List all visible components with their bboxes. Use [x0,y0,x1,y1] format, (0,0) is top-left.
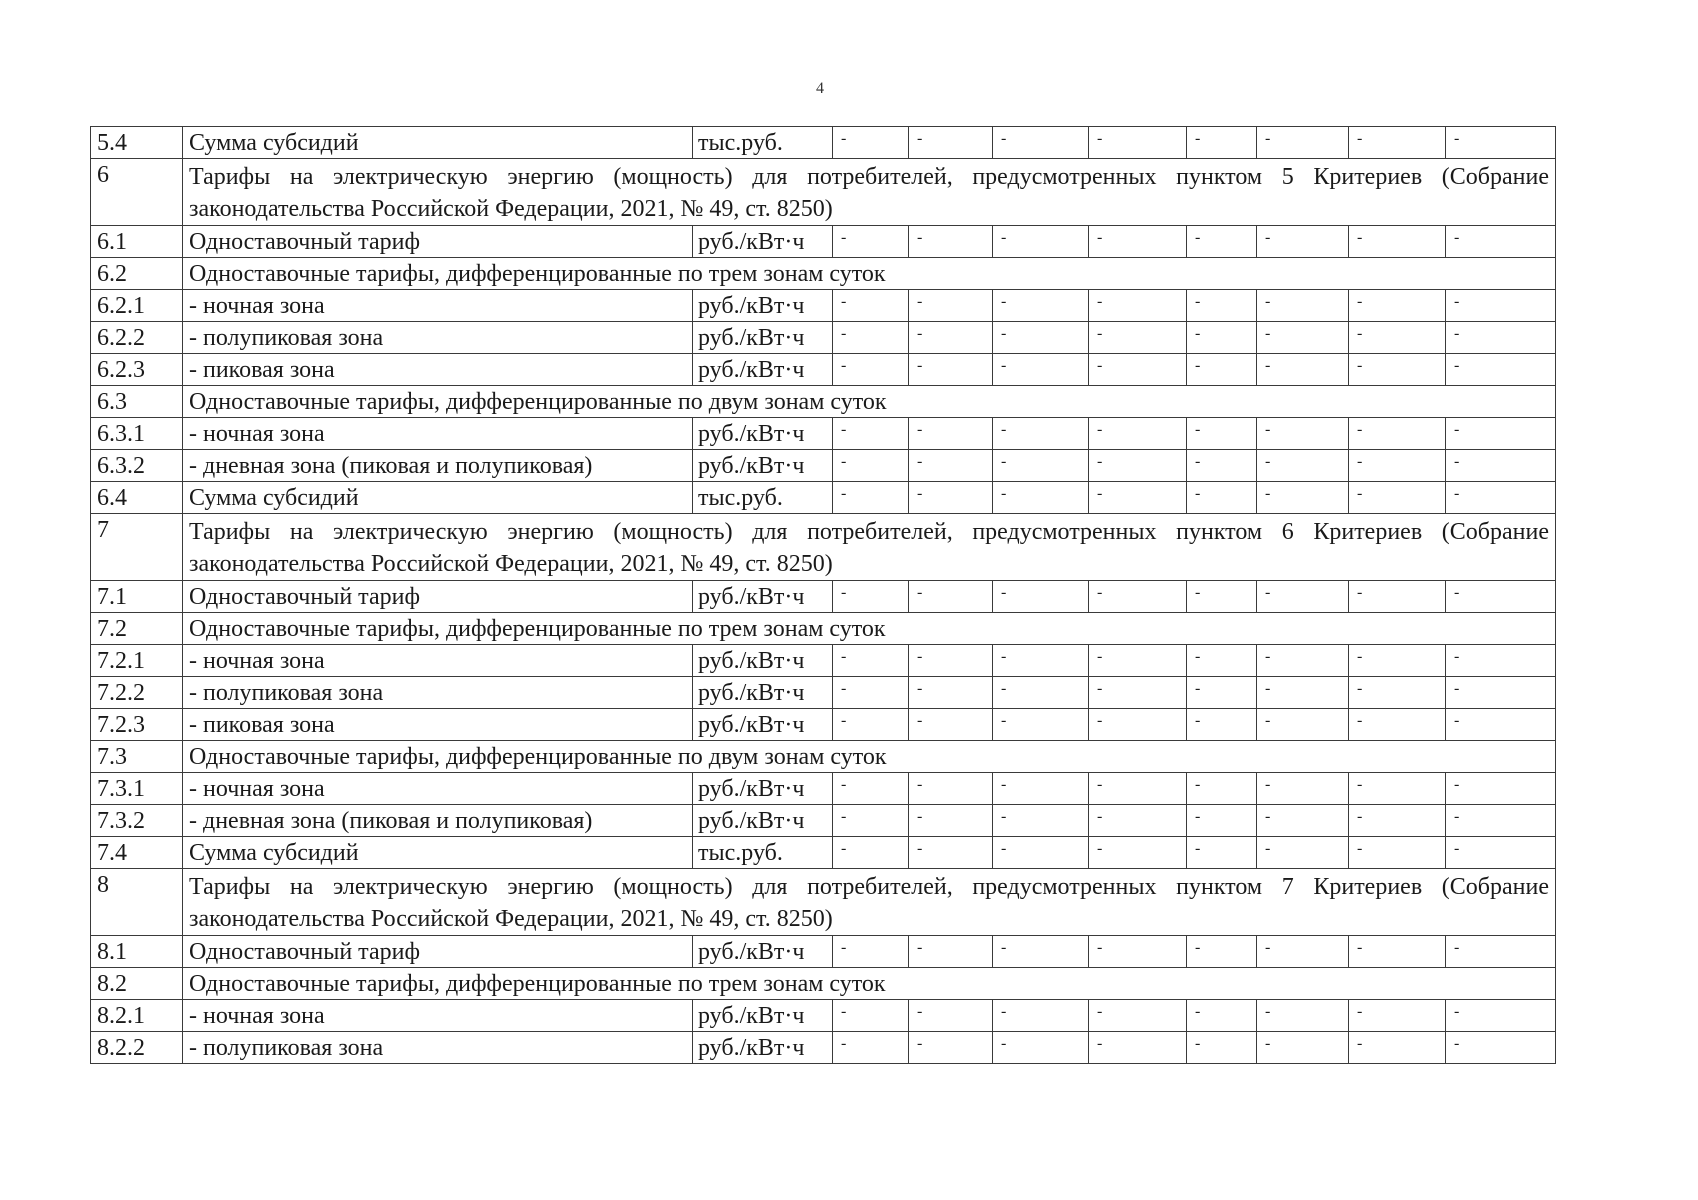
value-cell: - [1349,418,1446,450]
value-cell: - [1187,418,1257,450]
value-cell: - [833,805,909,837]
row-number: 7.2.3 [91,709,183,741]
value-cell: - [1446,226,1556,258]
value-cell: - [1446,805,1556,837]
row-label: - ночная зона [183,645,693,677]
value-cell: - [833,581,909,613]
tariff-table [90,126,1556,1064]
row-unit: руб./кВт·ч [693,1000,833,1032]
table-row [91,581,1556,613]
row-number: 8.2 [91,968,183,1000]
value-cell: - [833,645,909,677]
value-cell: - [1257,1000,1349,1032]
value-cell: - [1446,645,1556,677]
value-cell: - [1349,709,1446,741]
value-cell: - [1446,450,1556,482]
row-label: Одноставочный тариф [183,226,693,258]
value-cell: - [1089,677,1187,709]
table-row [91,936,1556,968]
row-number: 7.4 [91,837,183,869]
value-cell: - [1089,773,1187,805]
table-row [91,709,1556,741]
value-cell: - [1349,837,1446,869]
row-unit: руб./кВт·ч [693,581,833,613]
value-cell: - [1257,805,1349,837]
value-cell: - [1089,1032,1187,1064]
value-cell: - [1257,322,1349,354]
value-cell: - [1446,1000,1556,1032]
value-cell: - [1187,1000,1257,1032]
value-cell: - [993,290,1089,322]
value-cell: - [1349,805,1446,837]
value-cell: - [909,226,993,258]
value-cell: - [1349,354,1446,386]
value-cell: - [1257,482,1349,514]
row-number: 6.4 [91,482,183,514]
value-cell: - [909,450,993,482]
value-cell: - [1187,709,1257,741]
table-row [91,837,1556,869]
row-number: 7 [91,514,183,581]
value-cell: - [1446,290,1556,322]
value-cell: - [909,482,993,514]
value-cell: - [1257,709,1349,741]
table-row [91,226,1556,258]
row-number: 7.3 [91,741,183,773]
value-cell: - [1187,322,1257,354]
value-cell: - [909,1000,993,1032]
value-cell: - [1187,581,1257,613]
value-cell: - [1257,450,1349,482]
value-cell: - [1187,127,1257,159]
value-cell: - [1446,482,1556,514]
row-label: Одноставочные тарифы, дифференцированные по двум зонам суток [183,741,1556,773]
section-row [91,514,1556,581]
value-cell: - [1349,1000,1446,1032]
row-number: 6.1 [91,226,183,258]
value-cell: - [1257,581,1349,613]
row-unit: руб./кВт·ч [693,226,833,258]
value-cell: - [1187,645,1257,677]
row-unit: руб./кВт·ч [693,450,833,482]
value-cell: - [1446,127,1556,159]
section-row [91,869,1556,936]
row-label: - дневная зона (пиковая и полупиковая) [183,450,693,482]
value-cell: - [993,322,1089,354]
value-cell: - [1257,290,1349,322]
row-label: Тарифы на электрическую энергию (мощность) для потребителей, предусмотренных пунктом 6 Критериев (Собрание законодательства Российской Федерации, 2021, № 49, ст. 8250) [183,514,1556,581]
row-unit: руб./кВт·ч [693,805,833,837]
table-row [91,290,1556,322]
value-cell: - [909,418,993,450]
value-cell: - [993,1032,1089,1064]
row-label: Одноставочный тариф [183,936,693,968]
table-row [91,645,1556,677]
row-number: 6 [91,159,183,226]
value-cell: - [909,127,993,159]
value-cell: - [1446,354,1556,386]
value-cell: - [993,805,1089,837]
group-row [91,613,1556,645]
value-cell: - [1089,805,1187,837]
value-cell: - [1257,127,1349,159]
value-cell: - [909,805,993,837]
value-cell: - [1187,805,1257,837]
page-number: 4 [816,80,824,97]
row-label: Одноставочные тарифы, дифференцированные по трем зонам суток [183,968,1556,1000]
value-cell: - [1349,677,1446,709]
value-cell: - [1446,936,1556,968]
value-cell: - [1089,1000,1187,1032]
value-cell: - [833,1000,909,1032]
row-unit: руб./кВт·ч [693,677,833,709]
value-cell: - [1089,645,1187,677]
value-cell: - [1446,1032,1556,1064]
value-cell: - [1349,773,1446,805]
value-cell: - [1089,936,1187,968]
value-cell: - [1089,127,1187,159]
value-cell: - [1257,1032,1349,1064]
value-cell: - [833,837,909,869]
value-cell: - [1446,677,1556,709]
value-cell: - [833,226,909,258]
row-number: 6.2.3 [91,354,183,386]
value-cell: - [993,354,1089,386]
row-label: - пиковая зона [183,354,693,386]
row-label: - ночная зона [183,1000,693,1032]
value-cell: - [1187,837,1257,869]
row-unit: тыс.руб. [693,482,833,514]
value-cell: - [1089,482,1187,514]
value-cell: - [1089,354,1187,386]
value-cell: - [993,418,1089,450]
value-cell: - [833,936,909,968]
row-number: 6.2.2 [91,322,183,354]
value-cell: - [1257,418,1349,450]
value-cell: - [1187,936,1257,968]
row-number: 8.2.1 [91,1000,183,1032]
value-cell: - [1089,322,1187,354]
row-unit: тыс.руб. [693,127,833,159]
value-cell: - [833,418,909,450]
row-unit: тыс.руб. [693,837,833,869]
row-number: 6.3.2 [91,450,183,482]
value-cell: - [1349,482,1446,514]
value-cell: - [833,322,909,354]
row-number: 6.3 [91,386,183,418]
value-cell: - [909,290,993,322]
value-cell: - [1187,1032,1257,1064]
value-cell: - [909,837,993,869]
row-label: Тарифы на электрическую энергию (мощность) для потребителей, предусмотренных пунктом 5 Критериев (Собрание законодательства Российской Федерации, 2021, № 49, ст. 8250) [183,159,1556,226]
value-cell: - [1257,677,1349,709]
row-label: Одноставочные тарифы, дифференцированные по двум зонам суток [183,386,1556,418]
value-cell: - [1349,322,1446,354]
value-cell: - [909,936,993,968]
value-cell: - [909,354,993,386]
table-row [91,354,1556,386]
row-number: 6.2.1 [91,290,183,322]
value-cell: - [1089,450,1187,482]
row-unit: руб./кВт·ч [693,936,833,968]
table-row [91,805,1556,837]
value-cell: - [1349,450,1446,482]
value-cell: - [993,127,1089,159]
row-label: Сумма субсидий [183,482,693,514]
row-unit: руб./кВт·ч [693,290,833,322]
row-label: - ночная зона [183,418,693,450]
table-row [91,677,1556,709]
value-cell: - [833,677,909,709]
row-label: - дневная зона (пиковая и полупиковая) [183,805,693,837]
row-unit: руб./кВт·ч [693,645,833,677]
value-cell: - [1349,290,1446,322]
row-label: - ночная зона [183,773,693,805]
value-cell: - [909,322,993,354]
row-number: 8 [91,869,183,936]
row-label: - полупиковая зона [183,322,693,354]
row-label: - полупиковая зона [183,1032,693,1064]
row-number: 7.2.1 [91,645,183,677]
row-number: 7.2 [91,613,183,645]
value-cell: - [1257,936,1349,968]
value-cell: - [909,1032,993,1064]
value-cell: - [1349,936,1446,968]
row-number: 7.2.2 [91,677,183,709]
group-row [91,741,1556,773]
row-label: Сумма субсидий [183,837,693,869]
value-cell: - [1446,418,1556,450]
row-label: Одноставочные тарифы, дифференцированные по трем зонам суток [183,258,1556,290]
row-number: 8.1 [91,936,183,968]
value-cell: - [993,773,1089,805]
value-cell: - [1349,645,1446,677]
value-cell: - [1187,354,1257,386]
row-label: Сумма субсидий [183,127,693,159]
value-cell: - [1187,290,1257,322]
value-cell: - [993,450,1089,482]
value-cell: - [1446,773,1556,805]
row-label: - пиковая зона [183,709,693,741]
value-cell: - [909,645,993,677]
value-cell: - [833,1032,909,1064]
row-number: 7.1 [91,581,183,613]
value-cell: - [1257,773,1349,805]
value-cell: - [1187,773,1257,805]
row-label: Тарифы на электрическую энергию (мощность) для потребителей, предусмотренных пунктом 7 Критериев (Собрание законодательства Российской Федерации, 2021, № 49, ст. 8250) [183,869,1556,936]
value-cell: - [1349,226,1446,258]
value-cell: - [993,581,1089,613]
row-unit: руб./кВт·ч [693,354,833,386]
value-cell: - [1257,837,1349,869]
value-cell: - [1446,322,1556,354]
row-label: Одноставочный тариф [183,581,693,613]
row-unit: руб./кВт·ч [693,1032,833,1064]
row-number: 6.3.1 [91,418,183,450]
value-cell: - [1187,677,1257,709]
value-cell: - [909,773,993,805]
value-cell: - [1187,226,1257,258]
row-number: 7.3.2 [91,805,183,837]
table-row [91,127,1556,159]
value-cell: - [993,482,1089,514]
value-cell: - [993,1000,1089,1032]
value-cell: - [909,677,993,709]
row-label: - ночная зона [183,290,693,322]
value-cell: - [1257,354,1349,386]
value-cell: - [1089,581,1187,613]
row-number: 5.4 [91,127,183,159]
value-cell: - [833,482,909,514]
section-row [91,159,1556,226]
table-row [91,322,1556,354]
value-cell: - [1446,837,1556,869]
value-cell: - [993,936,1089,968]
value-cell: - [1089,418,1187,450]
value-cell: - [909,581,993,613]
group-row [91,968,1556,1000]
row-number: 7.3.1 [91,773,183,805]
value-cell: - [1446,709,1556,741]
value-cell: - [1089,290,1187,322]
table-row [91,450,1556,482]
row-unit: руб./кВт·ч [693,322,833,354]
value-cell: - [1089,837,1187,869]
group-row [91,258,1556,290]
value-cell: - [1349,581,1446,613]
value-cell: - [993,709,1089,741]
value-cell: - [833,290,909,322]
table-row [91,482,1556,514]
row-number: 8.2.2 [91,1032,183,1064]
value-cell: - [1349,127,1446,159]
row-number: 6.2 [91,258,183,290]
value-cell: - [833,354,909,386]
value-cell: - [993,645,1089,677]
value-cell: - [993,837,1089,869]
table-row [91,773,1556,805]
value-cell: - [833,773,909,805]
value-cell: - [1187,482,1257,514]
row-label: - полупиковая зона [183,677,693,709]
table-row [91,1000,1556,1032]
value-cell: - [833,450,909,482]
row-unit: руб./кВт·ч [693,773,833,805]
value-cell: - [1089,226,1187,258]
row-label: Одноставочные тарифы, дифференцированные по трем зонам суток [183,613,1556,645]
group-row [91,386,1556,418]
value-cell: - [1257,226,1349,258]
row-unit: руб./кВт·ч [693,709,833,741]
value-cell: - [1089,709,1187,741]
value-cell: - [1257,645,1349,677]
value-cell: - [833,709,909,741]
value-cell: - [993,226,1089,258]
value-cell: - [993,677,1089,709]
table-row [91,1032,1556,1064]
table-row [91,418,1556,450]
value-cell: - [1187,450,1257,482]
value-cell: - [909,709,993,741]
row-unit: руб./кВт·ч [693,418,833,450]
value-cell: - [1446,581,1556,613]
value-cell: - [833,127,909,159]
value-cell: - [1349,1032,1446,1064]
